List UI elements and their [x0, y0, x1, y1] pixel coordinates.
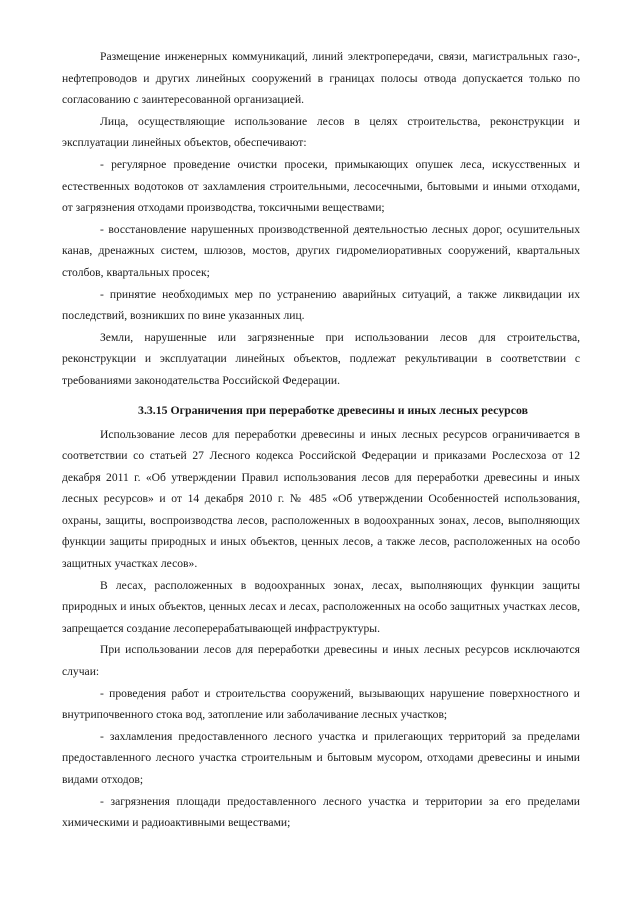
list-item-runoff: - проведения работ и строительства сооружений, вызывающих нарушение поверхностного и внутрипочвенного стока вод, затопление или заболачивание лесных участков;: [62, 686, 580, 722]
list-item-emergency: - принятие необходимых мер по устранению аварийных ситуаций, а также ликвидации их последствий, возникших по вине указанных лиц.: [62, 287, 580, 323]
paragraph-excluded-cases: При использовании лесов для переработки древесины и иных лесных ресурсов исключаются случаи:: [62, 643, 580, 679]
section-heading: 3.3.15 Ограничения при переработке древесины и иных лесных ресурсов: [138, 402, 528, 417]
paragraph-utilities-placement: Размещение инженерных коммуникаций, линий электропередачи, связи, магистральных газо-, нефтепроводов и других линейных сооружений в границах полосы отвода допускается только по согласованию с заинтересованной организацией.: [62, 50, 580, 107]
list-item-pollution: - загрязнения площади предоставленного лесного участка и территории за его пределами химическими и радиоактивными веществами;: [62, 794, 580, 830]
paragraph-recultivation: Земли, нарушенные или загрязненные при использовании лесов для строительства, реконструкции и эксплуатации линейных объектов, подлежат рекультивации в соответствии с требованиями законодательства Российской Федерации.: [62, 330, 580, 387]
paragraph-linear-objects-duties: Лица, осуществляющие использование лесов в целях строительства, реконструкции и эксплуатации линейных объектов, обеспечивают:: [62, 114, 580, 150]
list-item-restoration: - восстановление нарушенных производственной деятельностью лесных дорог, осушительных канав, дренажных систем, шлюзов, мостов, других гидромелиоративных сооружений, квартальных столбов, квартальных просек;: [62, 222, 580, 279]
list-item-littering: - захламления предоставленного лесного участка и прилегающих территорий за пределами предоставленного лесного участка строительным и бытовым мусором, отходами древесины и иными видами отходов;: [62, 729, 580, 786]
paragraph-processing-restrictions: Использование лесов для переработки древесины и иных лесных ресурсов ограничивается в соответствии со статьей 27 Лесного кодекса Российской Федерации и приказами Рослесхоза от 12 декабря 2011 г. «Об утверждении Правил использования лесов для переработки древесины и иных лесных ресурсов» и от 14 декабря 2010 г. № 485 «Об утверждении Особенностей использования, охраны, защиты, воспроизводства лесов, расположенных в водоохранных зонах, лесов, выполняющих функции защиты природных и иных объектов, ценных лесов, а также лесов, расположенных на особо защитных участках лесов».: [62, 427, 580, 571]
list-item-clearing: - регулярное проведение очистки просеки, примыкающих опушек леса, искусственных и естественных водотоков от захламления строительными, лесосечными, бытовыми и иными отходами, от загрязнения отходами производства, токсичными веществами;: [62, 157, 580, 215]
document-page: [62, 46, 580, 834]
paragraph-prohibition: В лесах, расположенных в водоохранных зонах, лесах, выполняющих функции защиты природных и иных объектов, ценных лесах и лесах, расположенных на особо защитных участках лесов, запрещается создание лесоперерабатывающей инфраструктуры.: [62, 578, 580, 635]
